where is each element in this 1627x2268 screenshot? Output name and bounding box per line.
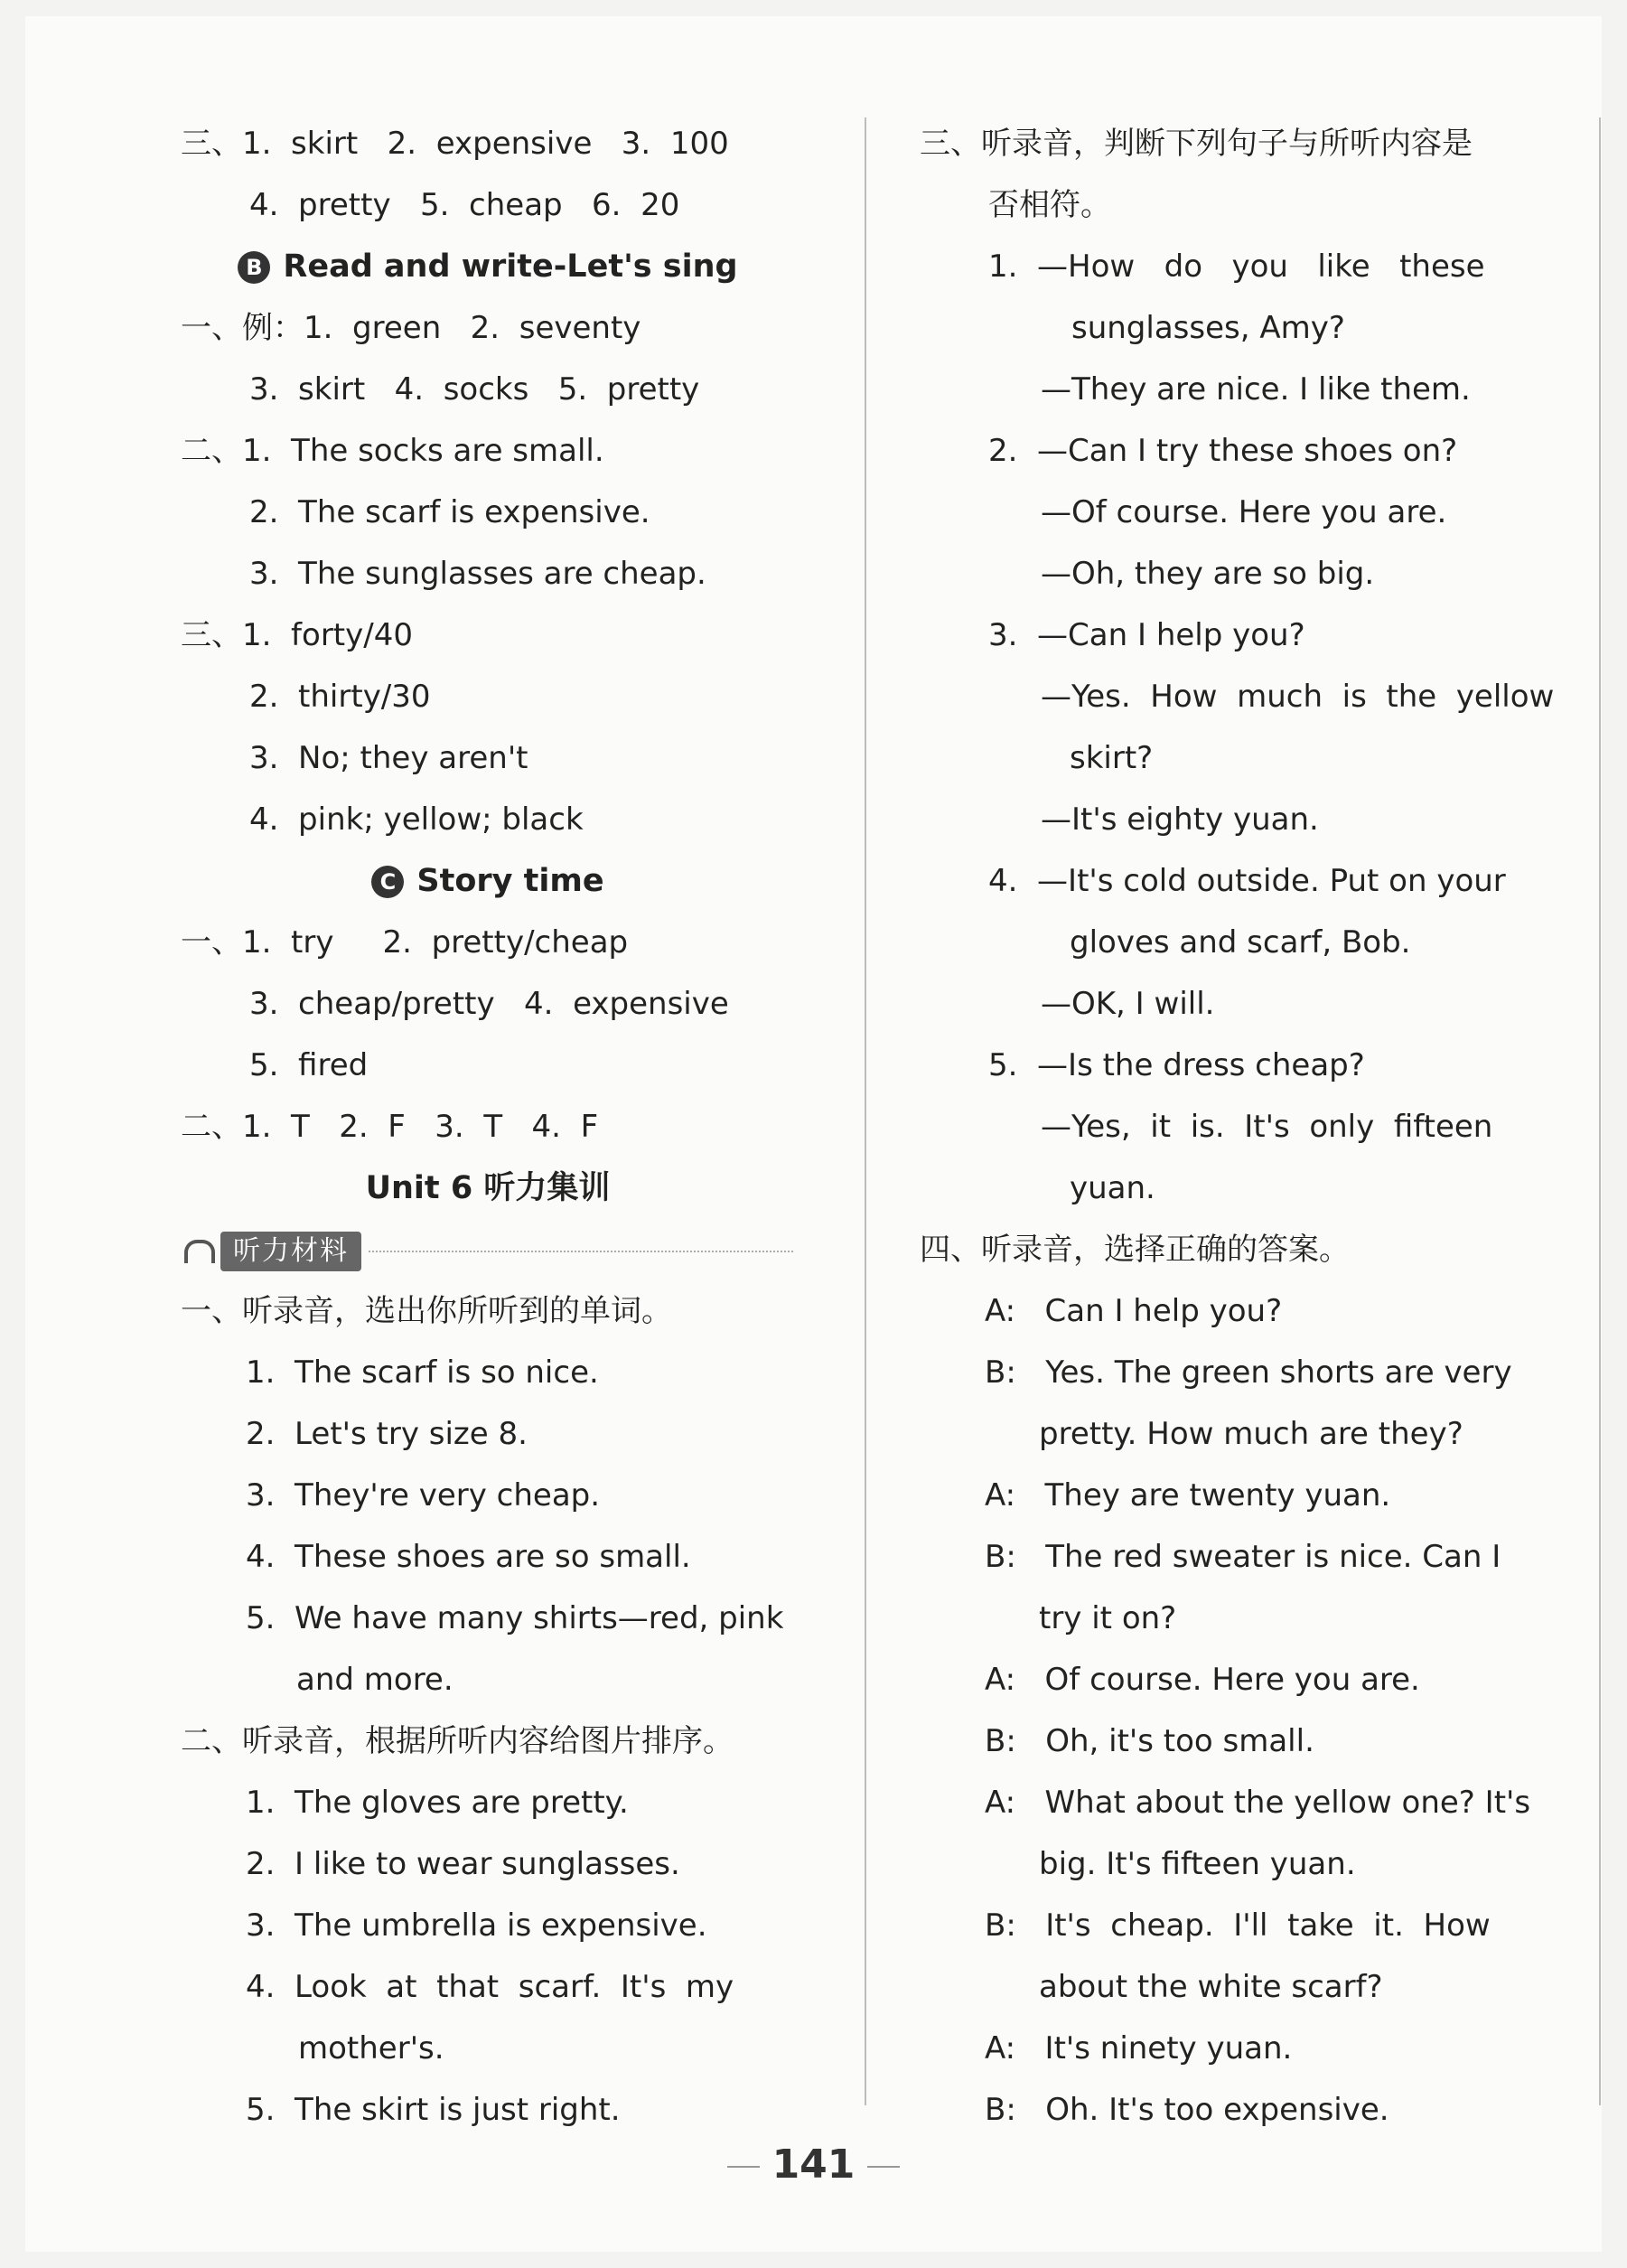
line-text: 3. The sunglasses are cheap. bbox=[249, 556, 706, 592]
line-text: 三、1. forty/40 bbox=[181, 617, 413, 653]
line-text: 3. No; they aren't bbox=[249, 740, 528, 776]
text-line bbox=[920, 2079, 1561, 2141]
line-text: yuan. bbox=[1070, 1170, 1155, 1206]
line-text: 三、听录音，判断下列句子与所听内容是 bbox=[920, 126, 1473, 162]
column-divider-right bbox=[1599, 117, 1601, 2105]
line-text: 2. —Can I try these shoes on? bbox=[988, 433, 1458, 469]
text-line bbox=[181, 789, 795, 850]
line-text: 否相符。 bbox=[988, 187, 1111, 223]
text-line bbox=[920, 850, 1561, 912]
text-line bbox=[181, 912, 795, 973]
headphones-icon bbox=[184, 1240, 215, 1263]
line-text: —Yes, it is. It's only fifteen bbox=[1041, 1109, 1493, 1145]
line-text: 4. pink; yellow; black bbox=[249, 801, 584, 838]
line-text: A: Can I help you? bbox=[985, 1293, 1283, 1329]
line-text: sunglasses, Amy? bbox=[1071, 310, 1345, 346]
text-line bbox=[181, 727, 795, 789]
line-text: B: Yes. The green shorts are very bbox=[985, 1354, 1512, 1391]
text-line bbox=[920, 1035, 1561, 1096]
line-text: 3. —Can I help you? bbox=[988, 617, 1305, 653]
text-line bbox=[920, 482, 1561, 543]
line-text: A: Of course. Here you are. bbox=[985, 1662, 1420, 1698]
line-text: pretty. How much are they? bbox=[1039, 1416, 1463, 1452]
line-text: 2. Let's try size 8. bbox=[246, 1416, 528, 1452]
line-text: 3. They're very cheap. bbox=[246, 1477, 601, 1514]
section-heading-text: Story time bbox=[416, 863, 604, 899]
dash-left bbox=[727, 2166, 760, 2168]
line-text: B: It's cheap. I'll take it. How bbox=[985, 1907, 1491, 1944]
line-text: 5. —Is the dress cheap? bbox=[988, 1047, 1365, 1083]
text-line bbox=[920, 1219, 1561, 1280]
line-text: big. It's fifteen yuan. bbox=[1039, 1846, 1356, 1882]
text-line bbox=[181, 2079, 795, 2141]
text-line bbox=[920, 604, 1561, 666]
text-line bbox=[181, 1035, 795, 1096]
text-line bbox=[181, 420, 795, 482]
line-text: 2. I like to wear sunglasses. bbox=[246, 1846, 680, 1882]
text-line bbox=[181, 666, 795, 727]
text-line bbox=[920, 1895, 1561, 1956]
line-text: 3. The umbrella is expensive. bbox=[246, 1907, 707, 1944]
line-text: —Of course. Here you are. bbox=[1041, 494, 1447, 530]
line-text: 3. cheap/pretty 4. expensive bbox=[249, 986, 729, 1022]
text-line bbox=[181, 1342, 795, 1403]
text-line bbox=[181, 1710, 795, 1772]
text-line bbox=[181, 1403, 795, 1465]
text-line bbox=[920, 1280, 1561, 1342]
text-line bbox=[920, 789, 1561, 850]
line-text: 二、1. T 2. F 3. T 4. F bbox=[181, 1109, 599, 1145]
line-text: mother's. bbox=[298, 2030, 444, 2067]
line-text: A: What about the yellow one? It's bbox=[985, 1785, 1531, 1821]
line-text: 三、1. skirt 2. expensive 3. 100 bbox=[181, 126, 729, 162]
line-text: B: Oh, it's too small. bbox=[985, 1723, 1314, 1759]
text-line bbox=[181, 1895, 795, 1956]
text-line bbox=[920, 1465, 1561, 1526]
section-heading-text: Unit 6 听力集训 bbox=[365, 1170, 611, 1206]
text-line bbox=[181, 297, 795, 359]
text-line bbox=[181, 174, 795, 236]
section-heading bbox=[181, 236, 795, 297]
line-text: skirt? bbox=[1070, 740, 1154, 776]
text-line bbox=[181, 973, 795, 1035]
line-text: —Yes. How much is the yellow bbox=[1041, 679, 1555, 715]
left-column bbox=[181, 113, 795, 2141]
section-badge-icon: C bbox=[371, 866, 404, 898]
text-line bbox=[181, 1096, 795, 1157]
text-line bbox=[920, 1526, 1561, 1588]
section-heading-text: Read and write-Let's sing bbox=[283, 248, 738, 285]
text-line bbox=[181, 1588, 795, 1649]
text-line bbox=[920, 543, 1561, 604]
text-line bbox=[181, 1956, 795, 2018]
text-line bbox=[920, 297, 1561, 359]
line-text: 2. The scarf is expensive. bbox=[249, 494, 650, 530]
text-line bbox=[920, 912, 1561, 973]
text-line bbox=[181, 1833, 795, 1895]
text-line bbox=[920, 1833, 1561, 1895]
text-line bbox=[920, 1157, 1561, 1219]
line-text: 1. The scarf is so nice. bbox=[246, 1354, 599, 1391]
line-text: 二、1. The socks are small. bbox=[181, 433, 604, 469]
line-text: 1. —How do you like these bbox=[988, 248, 1485, 285]
line-text: 一、1. try 2. pretty/cheap bbox=[181, 924, 629, 961]
line-text: A: It's ninety yuan. bbox=[985, 2030, 1293, 2067]
line-text: try it on? bbox=[1039, 1600, 1177, 1636]
line-text: 一、听录音，选出你所听到的单词。 bbox=[181, 1293, 672, 1329]
text-line bbox=[920, 236, 1561, 297]
line-text: gloves and scarf, Bob. bbox=[1070, 924, 1411, 961]
text-line bbox=[920, 1403, 1561, 1465]
line-text: and more. bbox=[296, 1662, 454, 1698]
page-number bbox=[0, 2141, 1627, 2188]
text-line bbox=[181, 1772, 795, 1833]
line-text: 4. pretty 5. cheap 6. 20 bbox=[249, 187, 680, 223]
text-line bbox=[181, 482, 795, 543]
line-text: B: The red sweater is nice. Can I bbox=[985, 1539, 1501, 1575]
text-line bbox=[181, 604, 795, 666]
line-text: about the white scarf? bbox=[1039, 1969, 1383, 2005]
text-line bbox=[181, 1526, 795, 1588]
text-line bbox=[920, 666, 1561, 727]
line-text: 4. Look at that scarf. It's my bbox=[246, 1969, 734, 2005]
text-line bbox=[920, 420, 1561, 482]
line-text: 四、听录音，选择正确的答案。 bbox=[920, 1232, 1350, 1268]
text-line bbox=[181, 359, 795, 420]
line-text: —They are nice. I like them. bbox=[1041, 371, 1471, 408]
text-line bbox=[920, 1956, 1561, 2018]
line-text: 5. fired bbox=[249, 1047, 369, 1083]
text-line bbox=[920, 1772, 1561, 1833]
section-badge-icon: B bbox=[238, 251, 270, 284]
line-text: —Oh, they are so big. bbox=[1041, 556, 1375, 592]
page-number-text: 141 bbox=[771, 2141, 856, 2188]
text-line bbox=[920, 1588, 1561, 1649]
line-text: 2. thirty/30 bbox=[249, 679, 431, 715]
text-line bbox=[181, 1649, 795, 1710]
line-text: 二、听录音，根据所听内容给图片排序。 bbox=[181, 1723, 734, 1759]
text-line bbox=[920, 727, 1561, 789]
text-line bbox=[920, 1342, 1561, 1403]
text-line bbox=[181, 543, 795, 604]
text-line bbox=[181, 1465, 795, 1526]
text-line bbox=[920, 174, 1561, 236]
line-text: 4. These shoes are so small. bbox=[246, 1539, 691, 1575]
text-line bbox=[181, 2018, 795, 2079]
line-text: 3. skirt 4. socks 5. pretty bbox=[249, 371, 700, 408]
line-text: 4. —It's cold outside. Put on your bbox=[988, 863, 1506, 899]
listening-material-tag bbox=[181, 1219, 976, 1280]
text-line bbox=[920, 113, 1561, 174]
line-text: 一、例：1. green 2. seventy bbox=[181, 310, 641, 346]
dotted-rule bbox=[369, 1251, 793, 1252]
section-heading bbox=[181, 850, 795, 912]
text-line bbox=[181, 1280, 795, 1342]
text-line bbox=[920, 973, 1561, 1035]
line-text: A: They are twenty yuan. bbox=[985, 1477, 1391, 1514]
line-text: 5. The skirt is just right. bbox=[246, 2092, 621, 2128]
line-text: 1. The gloves are pretty. bbox=[246, 1785, 629, 1821]
line-text: —OK, I will. bbox=[1041, 986, 1215, 1022]
tag-label: 听力材料 bbox=[220, 1232, 361, 1271]
text-line bbox=[920, 2018, 1561, 2079]
text-line bbox=[920, 359, 1561, 420]
column-divider-left bbox=[865, 117, 866, 2105]
section-heading bbox=[181, 1157, 795, 1219]
line-text: B: Oh. It's too expensive. bbox=[985, 2092, 1389, 2128]
text-line bbox=[181, 113, 795, 174]
text-line bbox=[920, 1649, 1561, 1710]
dash-right bbox=[867, 2166, 900, 2168]
line-text: —It's eighty yuan. bbox=[1041, 801, 1319, 838]
line-text: 5. We have many shirts—red, pink bbox=[246, 1600, 784, 1636]
right-column bbox=[920, 113, 1561, 2141]
text-line bbox=[920, 1096, 1561, 1157]
text-line bbox=[920, 1710, 1561, 1772]
